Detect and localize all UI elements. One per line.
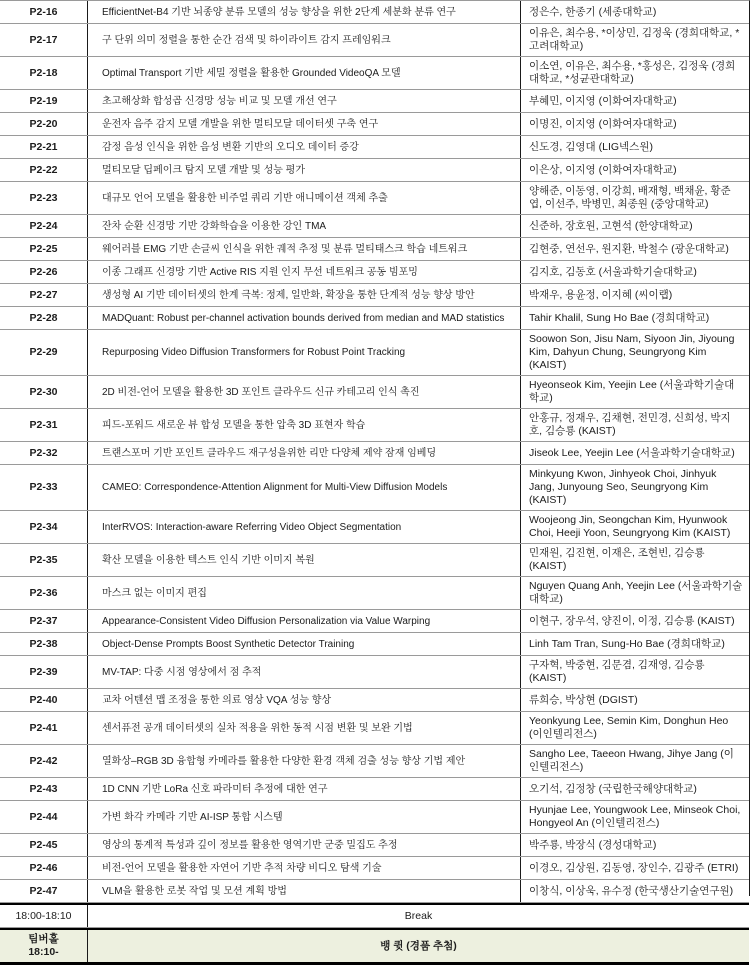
table-row [0, 376, 749, 409]
paper-authors: 이현구, 장우석, 양진이, 이정, 김승룡 (KAIST) [529, 614, 735, 627]
paper-title: MV-TAP: 다중 시점 영상에서 점 추적 [88, 656, 521, 688]
paper-title: Optimal Transport 기반 세밀 정렬을 활용한 Grounded VideoQA 모델 [88, 57, 521, 89]
paper-title: 구 단위 의미 정렬을 통한 순간 검색 및 하이라이트 감지 프레임워크 [88, 24, 521, 56]
paper-title: 열화상–RGB 3D 융합형 카메라를 활용한 다양한 환경 객체 검출 성능 향상 기법 제안 [88, 745, 521, 777]
paper-title: 초고해상화 합성곱 신경망 성능 비교 및 모델 개선 연구 [88, 90, 521, 112]
poster-id: P2-29 [0, 330, 88, 375]
poster-id: P2-36 [0, 577, 88, 609]
table-row [0, 330, 749, 376]
paper-authors: Linh Tam Tran, Sung-Ho Bae (경희대학교) [529, 637, 725, 650]
table-row [0, 544, 749, 577]
banquet-row [0, 928, 749, 965]
poster-id: P2-34 [0, 511, 88, 543]
paper-authors: 양해준, 이동영, 이강희, 배재형, 백채윤, 황준엽, 이선주, 박병민, 최종원 (중앙대학교) [529, 185, 731, 210]
table-row [0, 442, 749, 465]
paper-title: 이종 그래프 신경망 기반 Active RIS 지원 인지 무선 네트워크 공동 빔포밍 [88, 261, 521, 283]
table-row [0, 238, 749, 261]
paper-title: MADQuant: Robust per-channel activation bounds derived from median and MAD statistics [88, 307, 521, 329]
paper-title: 웨어러블 EMG 기반 손글씨 인식을 위한 궤적 추정 및 분류 멀티태스크 학습 네트워크 [88, 238, 521, 260]
poster-id: P2-31 [0, 409, 88, 441]
table-row [0, 610, 749, 633]
table-row [0, 880, 749, 903]
table-row [0, 656, 749, 689]
table-row [0, 159, 749, 182]
paper-authors: Sangho Lee, Taeeon Hwang, Jihye Jang (이인텔리전스) [529, 748, 734, 773]
paper-authors: 민재원, 김진현, 이재은, 조현빈, 김승룡 (KAIST) [529, 547, 705, 572]
paper-title: 대규모 언어 모델을 활용한 비주얼 쿼리 기반 애니메이션 객체 추출 [88, 182, 521, 214]
poster-id: P2-42 [0, 745, 88, 777]
paper-authors: 이유은, 최수용, *이상민, 김정욱 (경희대학교, *고려대학교) [529, 27, 740, 52]
banquet-label: 뱅 큇 (경품 추첨) [380, 939, 457, 952]
table-row [0, 307, 749, 330]
table-row [0, 261, 749, 284]
poster-id: P2-23 [0, 182, 88, 214]
paper-title: 2D 비전-언어 모델을 활용한 3D 포인트 클라우드 신규 카테고리 인식 촉진 [88, 376, 521, 408]
paper-title: VLM을 활용한 로봇 작업 및 모션 계획 방법 [88, 880, 521, 902]
paper-title: EfficientNet-B4 기반 뇌종양 분류 모델의 성능 향상을 위한 2단계 세분화 분류 연구 [88, 1, 521, 23]
paper-title: Appearance-Consistent Video Diffusion Personalization via Value Warping [88, 610, 521, 632]
paper-authors: 오기석, 김정창 (국립한국해양대학교) [529, 782, 697, 795]
paper-title: 생성형 AI 기반 데이터셋의 한계 극복: 정제, 일반화, 확장을 통한 단계적 성능 향상 방안 [88, 284, 521, 306]
paper-authors: Woojeong Jin, Seongchan Kim, Hyunwook Choi, Heeji Yoon, Seungryong Kim (KAIST) [529, 514, 731, 539]
poster-id: P2-44 [0, 801, 88, 833]
session-rows [0, 1, 749, 903]
table-row [0, 511, 749, 544]
paper-title: CAMEO: Correspondence-Attention Alignment for Multi-View Diffusion Models [88, 465, 521, 510]
break-row [0, 903, 749, 928]
paper-authors: Tahir Khalil, Sung Ho Bae (경희대학교) [529, 311, 710, 324]
poster-id: P2-22 [0, 159, 88, 181]
paper-authors: 신도경, 김영대 (LIG넥스원) [529, 140, 653, 153]
banquet-venue: 팀버홀 [28, 933, 59, 945]
table-row [0, 1, 749, 24]
break-time: 18:00-18:10 [0, 905, 88, 927]
paper-authors: 정은수, 한종기 (세종대학교) [529, 5, 657, 18]
poster-id: P2-16 [0, 1, 88, 23]
poster-id: P2-25 [0, 238, 88, 260]
poster-id: P2-40 [0, 689, 88, 711]
paper-title: 영상의 통계적 특성과 깊이 정보를 활용한 영역기반 군중 밀집도 추정 [88, 834, 521, 856]
paper-authors: 이은상, 이지영 (이화여자대학교) [529, 163, 677, 176]
paper-title: InterRVOS: Interaction-aware Referring Video Object Segmentation [88, 511, 521, 543]
table-row [0, 689, 749, 712]
table-row [0, 215, 749, 238]
poster-id: P2-46 [0, 857, 88, 879]
paper-authors: 이소연, 이유은, 최수용, *홍성은, 김정욱 (경희대학교, *성균관대학교) [529, 60, 736, 85]
banquet-venue-time [0, 930, 88, 962]
poster-id: P2-35 [0, 544, 88, 576]
table-row [0, 834, 749, 857]
table-row [0, 136, 749, 159]
paper-title: Repurposing Video Diffusion Transformers for Robust Point Tracking [88, 330, 521, 375]
paper-title: 센서퓨전 공개 데이터셋의 실차 적용을 위한 동적 시점 변환 및 보완 기법 [88, 712, 521, 744]
table-row [0, 857, 749, 880]
poster-id: P2-20 [0, 113, 88, 135]
paper-title: 1D CNN 기반 LoRa 신호 파라미터 추정에 대한 연구 [88, 778, 521, 800]
table-row [0, 577, 749, 610]
poster-id: P2-41 [0, 712, 88, 744]
paper-title: 멀티모달 딥페이크 탐지 모델 개발 및 성능 평가 [88, 159, 521, 181]
banquet-start-time: 18:10- [28, 946, 59, 958]
poster-id: P2-17 [0, 24, 88, 56]
poster-id: P2-30 [0, 376, 88, 408]
paper-title: 확산 모델을 이용한 텍스트 인식 기반 이미지 복원 [88, 544, 521, 576]
paper-title: 가변 화각 카메라 기반 AI-ISP 통합 시스템 [88, 801, 521, 833]
paper-authors: Hyunjae Lee, Youngwook Lee, Minseok Choi, Hongyeol An (이인텔리전스) [529, 804, 741, 829]
paper-title: 비전-언어 모델을 활용한 자연어 기반 추적 차량 비디오 탐색 기술 [88, 857, 521, 879]
table-row [0, 745, 749, 778]
paper-authors: 구자혁, 박중현, 김문겸, 김재영, 김승룡 (KAIST) [529, 659, 705, 684]
table-row [0, 57, 749, 90]
paper-authors: 박재우, 용윤정, 이지혜 (씨이랩) [529, 288, 673, 301]
table-row [0, 90, 749, 113]
poster-id: P2-24 [0, 215, 88, 237]
paper-authors: 박주룡, 박장식 (경성대학교) [529, 838, 657, 851]
table-row [0, 778, 749, 801]
break-label: Break [404, 909, 433, 922]
paper-title: 마스크 없는 이미지 편집 [88, 577, 521, 609]
paper-authors: 이경오, 김상원, 김동영, 장인수, 김광주 (ETRI) [529, 861, 739, 874]
paper-title: 잔차 순환 신경망 기반 강화학습을 이용한 강인 TMA [88, 215, 521, 237]
poster-id: P2-18 [0, 57, 88, 89]
table-row [0, 113, 749, 136]
poster-id: P2-33 [0, 465, 88, 510]
poster-id: P2-37 [0, 610, 88, 632]
poster-id: P2-39 [0, 656, 88, 688]
paper-authors: 류희승, 박상현 (DGIST) [529, 693, 638, 706]
poster-id: P2-28 [0, 307, 88, 329]
paper-authors: Hyeonseok Kim, Yeejin Lee (서울과학기술대학교) [529, 379, 735, 404]
table-row [0, 712, 749, 745]
paper-authors: 안홍규, 정재우, 김채현, 전민경, 신희성, 박지호, 김승룡 (KAIST) [529, 412, 731, 437]
paper-authors: 이명진, 이지영 (이화여자대학교) [529, 117, 677, 130]
paper-authors: 김지호, 김동호 (서울과학기술대학교) [529, 265, 697, 278]
poster-id: P2-32 [0, 442, 88, 464]
paper-title: 트랜스포머 기반 포인트 클라우드 재구성을위한 리만 다양체 제약 잠재 임베딩 [88, 442, 521, 464]
poster-id: P2-47 [0, 880, 88, 902]
paper-title: 교차 어텐션 맵 조정을 통한 의료 영상 VQA 성능 향상 [88, 689, 521, 711]
paper-authors: Yeonkyung Lee, Semin Kim, Donghun Heo (이인텔리전스) [529, 715, 729, 740]
paper-title: 운전자 음주 감지 모델 개발을 위한 멀티모달 데이터셋 구축 연구 [88, 113, 521, 135]
paper-authors: 김현중, 연선우, 원지환, 박철수 (광운대학교) [529, 242, 729, 255]
paper-title: 피드-포워드 새로운 뷰 합성 모델을 통한 압축 3D 표현자 학습 [88, 409, 521, 441]
table-row [0, 284, 749, 307]
paper-authors: 신준하, 장호원, 고현석 (한양대학교) [529, 219, 693, 232]
paper-authors: Nguyen Quang Anh, Yeejin Lee (서울과학기술대학교) [529, 580, 743, 605]
poster-id: P2-27 [0, 284, 88, 306]
poster-id: P2-21 [0, 136, 88, 158]
poster-id: P2-26 [0, 261, 88, 283]
table-row [0, 409, 749, 442]
paper-title: Object-Dense Prompts Boost Synthetic Detector Training [88, 633, 521, 655]
table-row [0, 24, 749, 57]
paper-authors: Jiseok Lee, Yeejin Lee (서울과학기술대학교) [529, 446, 735, 459]
paper-title: 감정 음성 인식을 위한 음성 변환 기반의 오디오 데이터 증강 [88, 136, 521, 158]
paper-authors: 이창식, 이상욱, 유수정 (한국생산기술연구원) [529, 884, 734, 897]
paper-authors: Soowon Son, Jisu Nam, Siyoon Jin, Jiyoung Kim, Dahyun Chung, Seungryong Kim (KAIST) [529, 333, 735, 371]
table-row [0, 465, 749, 511]
table-row [0, 182, 749, 215]
poster-id: P2-38 [0, 633, 88, 655]
paper-authors: Minkyung Kwon, Jinhyeok Choi, Jinhyuk Jang, Junyoung Seo, Seungryong Kim (KAIST) [529, 468, 717, 506]
table-row [0, 633, 749, 656]
paper-authors: 부혜민, 이지영 (이화여자대학교) [529, 94, 677, 107]
poster-id: P2-45 [0, 834, 88, 856]
table-row [0, 801, 749, 834]
poster-id: P2-19 [0, 90, 88, 112]
poster-id: P2-43 [0, 778, 88, 800]
